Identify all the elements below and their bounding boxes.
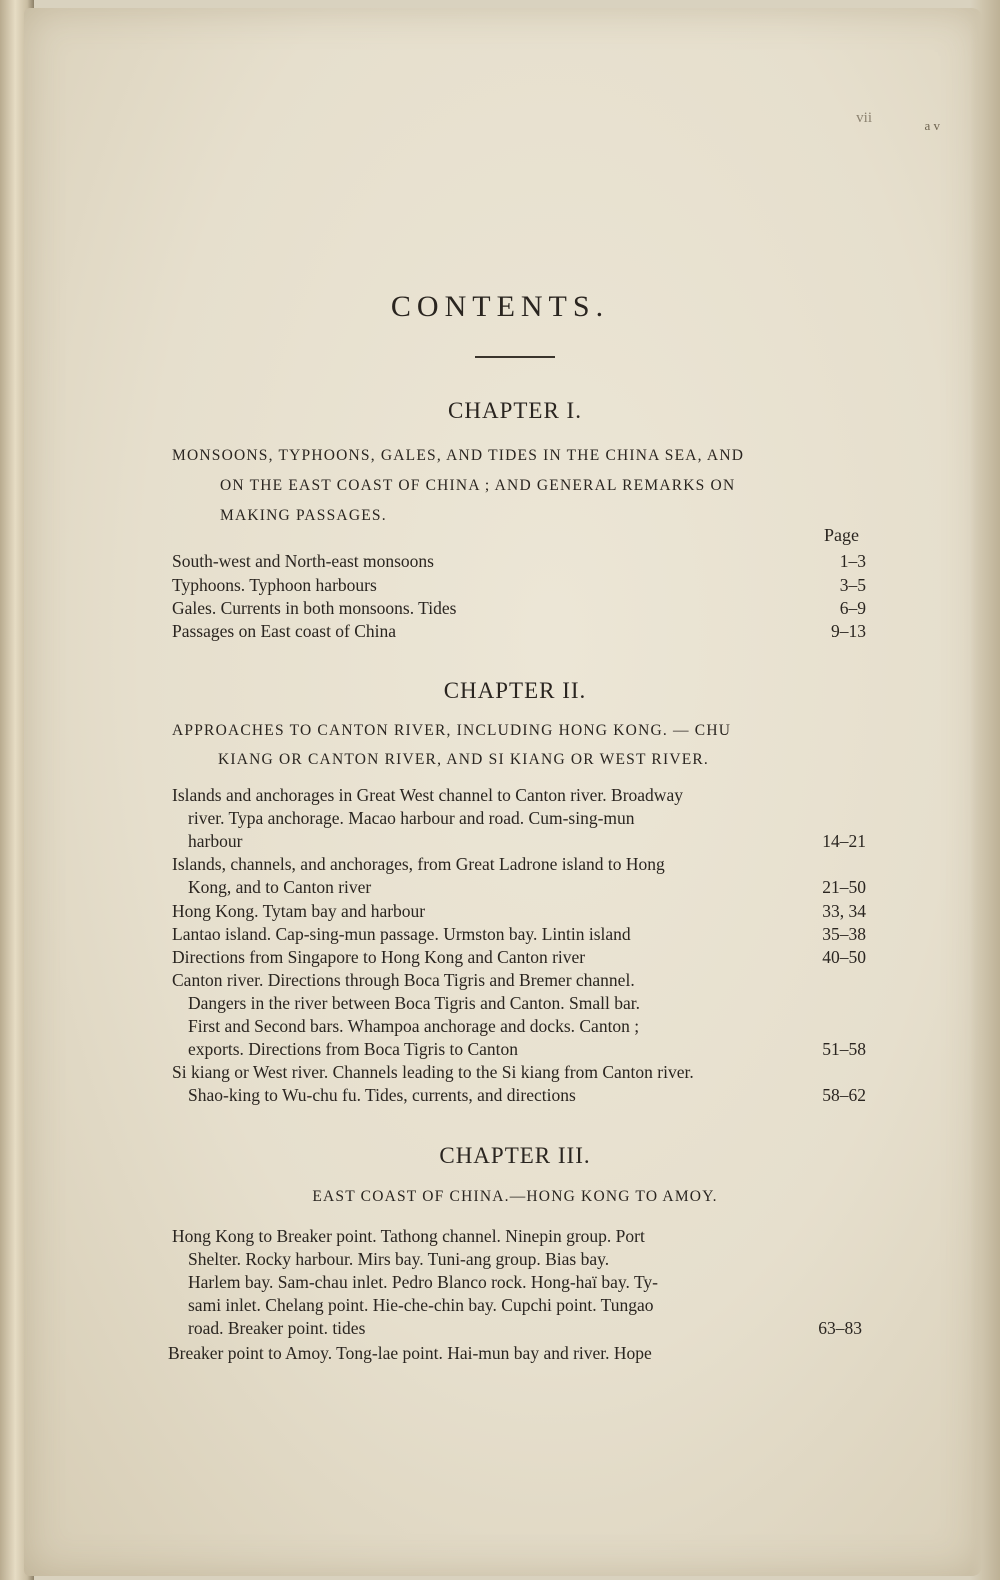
entry-text: harbour <box>188 831 243 851</box>
toc-entry <box>172 1061 866 1107</box>
entry-text: Si kiang or West river. Channels leading to the Si kiang from Canton river. <box>172 1062 694 1082</box>
page-edge-shadow <box>970 0 1000 1580</box>
entry-text: First and Second bars. Whampoa anchorage and docks. Canton ; <box>188 1016 640 1036</box>
entry-page: 14–21 <box>822 831 866 851</box>
toc-entry <box>172 946 866 969</box>
contents-title: CONTENTS. <box>390 290 610 323</box>
entry-page: 21–50 <box>822 877 866 897</box>
entry-page: 40–50 <box>822 947 866 967</box>
page-number: vii <box>856 110 872 126</box>
entry-text: Directions from Singapore to Hong Kong and Canton river <box>172 947 586 967</box>
toc-entry <box>172 900 866 923</box>
entry-text: Hong Kong. Tytam bay and harbour <box>172 901 426 921</box>
chapter-3-subtitle: EAST COAST OF CHINA.—HONG KONG TO AMOY. <box>312 1188 718 1205</box>
entry-text: Shelter. Rocky harbour. Mirs bay. Tuni-ang group. Bias bay. <box>188 1249 610 1269</box>
toc-entry <box>172 969 866 1061</box>
entry-page: 3–5 <box>839 575 866 595</box>
entry-page: 6–9 <box>839 598 866 618</box>
entry-text: Kong, and to Canton river <box>188 877 372 897</box>
entry-text: Harlem bay. Sam-chau inlet. Pedro Blanco rock. Hong-haï bay. Ty- <box>188 1272 659 1292</box>
entry-page: 35–38 <box>822 924 866 944</box>
entry-text: road. Breaker point. tides <box>188 1318 366 1338</box>
entry-text: Passages on East coast of China <box>172 621 397 641</box>
chapter-1-subtitle-line-3: MAKING PASSAGES. <box>220 507 387 524</box>
entry-text: Shao-king to Wu-chu fu. Tides, currents, and directions <box>188 1085 576 1105</box>
entry-page: 33, 34 <box>822 901 866 921</box>
entry-text: Canton river. Directions through Boca Tigris and Bremer channel. <box>172 970 635 990</box>
page-column-label: Page <box>824 525 859 545</box>
entry-text: Hong Kong to Breaker point. Tathong channel. Ninepin group. Port <box>172 1226 645 1246</box>
chapter-2-heading: CHAPTER II. <box>443 678 587 703</box>
chapter-2-subtitle-line-2: KIANG OR CANTON RIVER, AND SI KIANG OR WEST RIVER. <box>218 751 709 768</box>
toc-entry <box>172 550 866 573</box>
toc-entry <box>168 1342 862 1365</box>
entry-text: sami inlet. Chelang point. Hie-che-chin bay. Cupchi point. Tungao <box>188 1295 654 1315</box>
title-rule <box>475 356 555 358</box>
chapter-3-heading: CHAPTER III. <box>439 1143 591 1168</box>
entry-page: 1–3 <box>839 551 866 571</box>
entry-text: Gales. Currents in both monsoons. Tides <box>172 598 457 618</box>
page-signature-mark: a v <box>924 118 940 133</box>
toc-entry <box>172 1225 862 1340</box>
entry-text: Typhoons. Typhoon harbours <box>172 575 377 595</box>
entry-page: 63–83 <box>818 1318 862 1338</box>
entry-text: exports. Directions from Boca Tigris to Canton <box>188 1039 519 1059</box>
chapter-1-subtitle-line-2: ON THE EAST COAST OF CHINA ; AND GENERAL REMARKS ON <box>220 477 736 494</box>
toc-entry <box>172 620 866 643</box>
toc-entry <box>172 574 866 597</box>
entry-text: South-west and North-east monsoons <box>172 551 434 571</box>
entry-text: Islands and anchorages in Great West channel to Canton river. Broadway <box>172 785 683 805</box>
entry-text: Lantao island. Cap-sing-mun passage. Urmston bay. Lintin island <box>172 924 631 944</box>
entry-page: 9–13 <box>831 621 866 641</box>
entry-page: 58–62 <box>822 1085 866 1105</box>
entry-text: Dangers in the river between Boca Tigris and Canton. Small bar. <box>188 993 641 1013</box>
chapter-1-heading: CHAPTER I. <box>448 398 582 423</box>
chapter-2-subtitle-line-1: APPROACHES TO CANTON RIVER, INCLUDING HONG KONG. — CHU <box>172 722 732 739</box>
toc-entry <box>172 853 866 899</box>
chapter-1-subtitle-line-1: MONSOONS, TYPHOONS, GALES, AND TIDES IN THE CHINA SEA, AND <box>172 447 745 464</box>
toc-entry <box>172 597 866 620</box>
entry-text: Islands, channels, and anchorages, from Great Ladrone island to Hong <box>172 854 665 874</box>
entry-text: Breaker point to Amoy. Tong-lae point. Hai-mun bay and river. Hope <box>168 1343 652 1363</box>
entry-page: 51–58 <box>822 1039 866 1059</box>
entry-text: river. Typa anchorage. Macao harbour and road. Cum-sing-mun <box>188 808 635 828</box>
toc-entry <box>172 923 866 946</box>
toc-entry <box>172 784 866 853</box>
